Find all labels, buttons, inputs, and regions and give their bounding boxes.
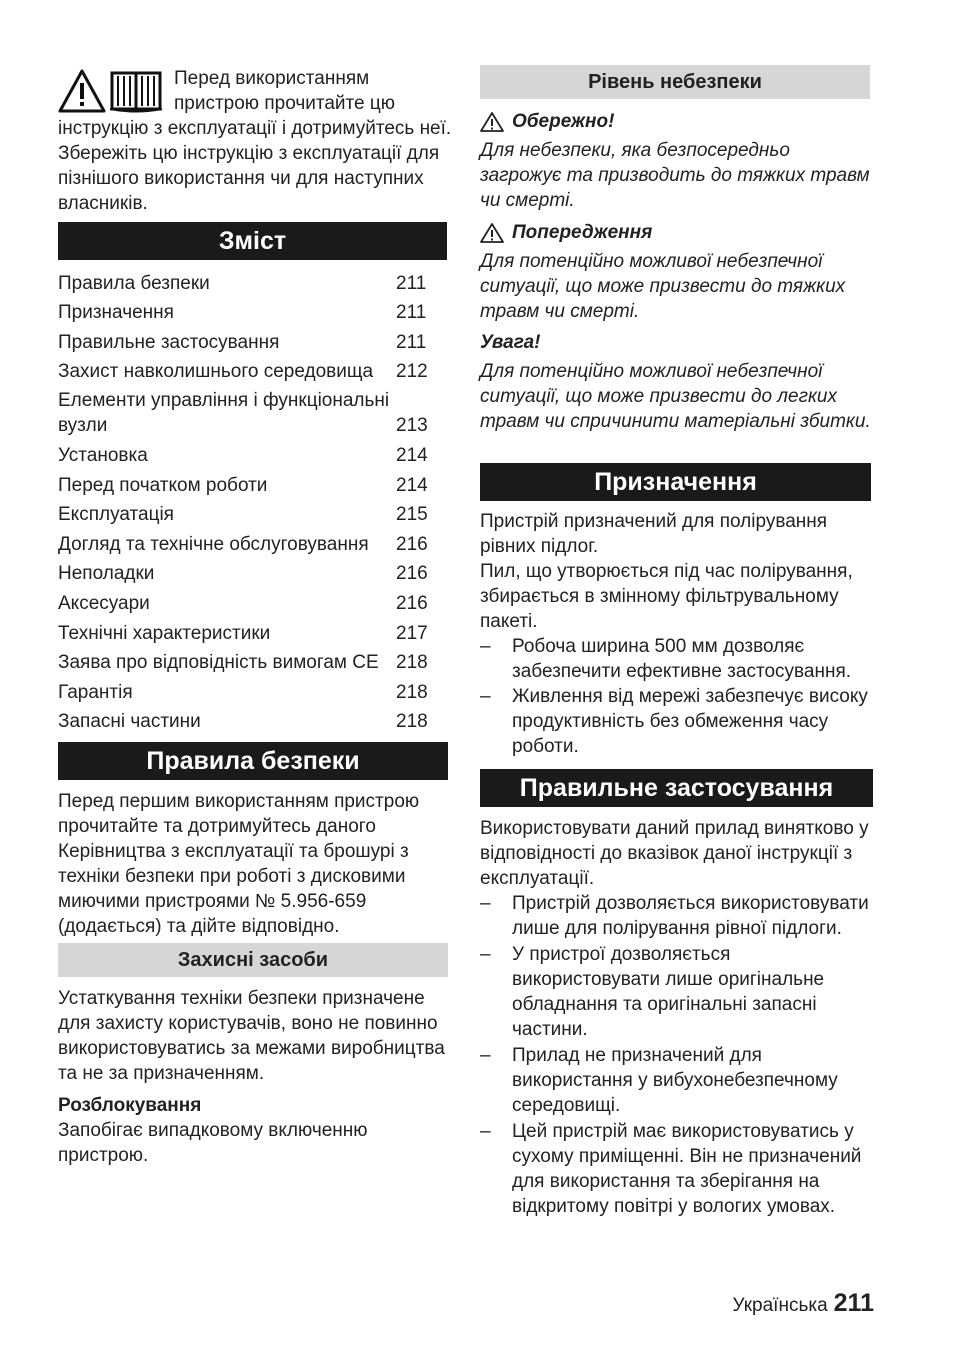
protect-heading: Захисні засоби	[58, 943, 448, 977]
danger-text-caution: Для небезпеки, яка безпосередньо загрожує та призводить до тяжких травм чи смерті.	[480, 140, 870, 211]
intro-icons	[58, 68, 166, 114]
danger-label-warning: Попередження	[480, 220, 875, 245]
safety-heading: Правила безпеки	[58, 742, 448, 780]
toc-item[interactable]: Аксесуари 216	[58, 592, 428, 614]
toc-item[interactable]: Захист навколишнього середовища 212	[58, 361, 428, 383]
toc-item[interactable]: Догляд та технічне обслуговування 216	[58, 533, 428, 555]
protect-block	[58, 986, 453, 1168]
intro-text: Перед використанням пристрою прочитайте цю інструкцію з експлуатації і дотримуйтесь неї. Збережіть цю інструкцію з експлуатації для пізнішого використання чи для наступних власників.	[58, 68, 452, 214]
warning-triangle-icon	[480, 223, 504, 243]
warning-triangle-icon	[480, 112, 504, 132]
purpose-block	[480, 509, 880, 759]
proper-use-text: Використовувати даний прилад винятково у відповідності до вказівок даної інструкції з експлуатації.	[480, 818, 869, 889]
toc-item[interactable]: Правила безпеки 211	[58, 272, 427, 294]
danger-heading: Рівень небезпеки	[480, 65, 870, 99]
proper-use-heading: Правильне застосування	[480, 769, 873, 807]
list-item: – Живлення від мережі забезпечує високу продуктивність без обмеження часу роботи.	[480, 684, 880, 759]
toc-item[interactable]: Неполадки 216	[58, 563, 428, 585]
danger-text-attention: Для потенційно можливої небезпечної ситуації, що може призвести до легких травм чи спричинити матеріальні збитки.	[480, 361, 871, 432]
toc-item[interactable]: Перед початком роботи 214	[58, 474, 428, 496]
toc-item[interactable]: Установка 214	[58, 444, 428, 466]
danger-label-attention: Увага!	[480, 332, 541, 353]
protect-text: Устаткування техніки безпеки призначене для захисту користувачів, воно не повинно використовуватись за межами виробництва та не за призначенням.	[58, 988, 445, 1084]
footer-language: Українська	[732, 1295, 828, 1316]
list-item: – Цей пристрій має використовуватись у сухому приміщенні. Він не призначений для використання та зберігання на відкритому повітрі у вологих умовах.	[480, 1119, 880, 1219]
safety-text: Перед першим використанням пристрою прочитайте та дотримуйтесь даного Керівництва з експлуатації та брошурі з техніки безпеки при роботі з дисковими миючими пристроями № 5.956-659 (додається) та дійте відповідно.	[58, 791, 420, 937]
list-item: – Пристрій дозволяється використовувати лише для полірування рівної підлоги.	[480, 891, 880, 941]
table-of-contents	[58, 266, 438, 734]
list-item: – У пристрої дозволяється використовувати лише оригінальне обладнання та оригінальні запасні частини.	[480, 942, 880, 1042]
unlock-heading: Розблокування	[58, 1095, 202, 1116]
warning-and-manual-icon	[58, 68, 166, 114]
danger-text-warning: Для потенційно можливої небезпечної ситуації, що може призвести до тяжких травм чи смерті.	[480, 251, 846, 322]
safety-text-block	[58, 789, 453, 939]
toc-item[interactable]: Призначення 211	[58, 302, 427, 324]
proper-use-block	[480, 816, 880, 1219]
toc-heading: Зміст	[58, 222, 447, 260]
danger-levels	[480, 109, 875, 434]
intro-notice	[58, 66, 453, 216]
toc-item[interactable]: Правильне застосування 211	[58, 331, 427, 353]
purpose-text-1: Пристрій призначений для полірування рівних підлог.	[480, 511, 828, 557]
page-footer	[733, 1291, 874, 1318]
page-number: 211	[833, 1289, 874, 1317]
purpose-text-2: Пил, що утворюється під час полірування, збирається в змінному фільтрувальному пакеті.	[480, 561, 853, 632]
list-item: – Прилад не призначений для використання у вибухонебезпечному середовищі.	[480, 1043, 880, 1118]
unlock-text: Запобігає випадковому включенню пристрою.	[58, 1120, 368, 1166]
purpose-list	[480, 634, 880, 759]
toc-item[interactable]: Експлуатація 215	[58, 504, 428, 526]
toc-item[interactable]: Технічні характеристики 217	[58, 622, 428, 644]
proper-use-list	[480, 891, 880, 1219]
toc-item[interactable]: Запасні частини 218	[58, 711, 428, 733]
danger-label-caution: Обережно!	[480, 109, 875, 134]
toc-item[interactable]: Елементи управління і функціональні вузли 213	[58, 390, 428, 437]
toc-item[interactable]: Заява про відповідність вимогам CE 218	[58, 652, 428, 674]
toc-item[interactable]: Гарантія 218	[58, 681, 428, 703]
purpose-heading: Призначення	[480, 463, 871, 501]
list-item: – Робоча ширина 500 мм дозволяє забезпечити ефективне застосування.	[480, 634, 880, 684]
